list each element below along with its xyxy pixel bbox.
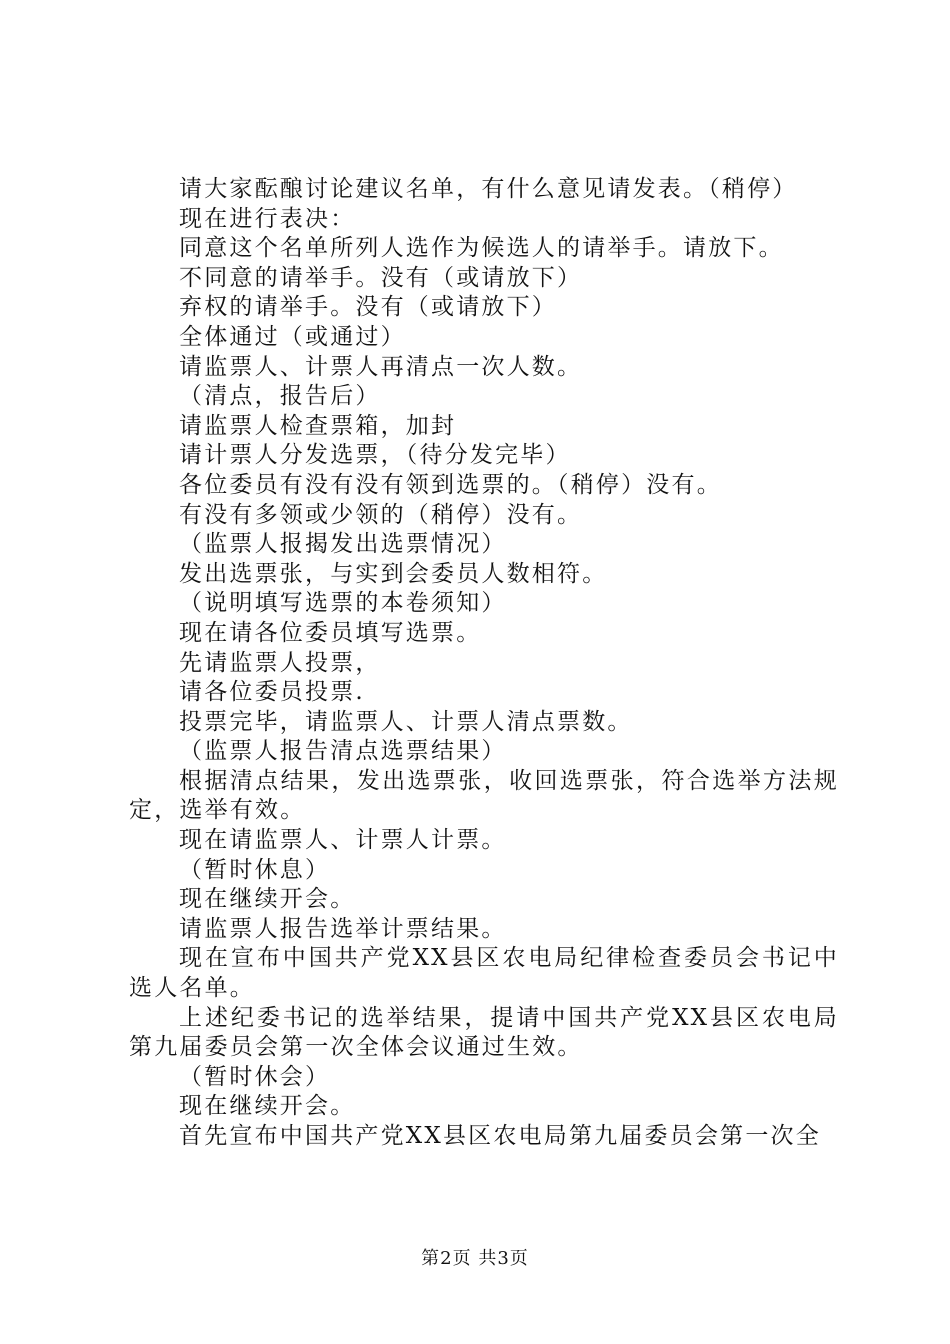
- paragraph: （暂时休息）: [179, 856, 331, 883]
- paragraph: 同意这个名单所列人选作为候选人的请举手。请放下。: [179, 235, 784, 262]
- paragraph: （暂时休会）: [179, 1063, 331, 1090]
- paragraph: （监票人报告清点选票结果）: [179, 738, 507, 765]
- paragraph: 现在继续开会。: [179, 1093, 356, 1120]
- page-number-label: 第2页 共3页: [421, 1248, 529, 1269]
- paragraph: 现在进行表决：: [179, 205, 356, 232]
- paragraph: 首先宣布中国共产党XX县区农电局第九届委员会第一次全: [179, 1123, 821, 1149]
- paragraph: 请监票人、计票人再清点一次人数。: [179, 353, 583, 380]
- paragraph: （监票人报揭发出选票情况）: [179, 531, 507, 558]
- paragraph: 先请监票人投票，: [179, 649, 381, 676]
- paragraph: 请监票人报告选举计票结果。: [179, 915, 507, 942]
- document-body: [129, 175, 839, 1152]
- paragraph: 弃权的请举手。没有（或请放下）: [179, 294, 557, 321]
- paragraph: 各位委员有没有没有领到选票的。（稍停）没有。: [179, 471, 722, 498]
- paragraph: 现在请监票人、计票人计票。: [179, 827, 507, 854]
- paragraph: 请监票人检查票箱，加封: [179, 412, 457, 439]
- paragraph: 现在请各位委员填写选票。: [179, 619, 482, 646]
- paragraph: 请计票人分发选票，（待分发完毕）: [179, 442, 571, 469]
- paragraph: 上述纪委书记的选举结果，提请中国共产党XX县区农电局第九届委员会第一次全体会议通过生效。: [129, 1004, 839, 1061]
- paragraph: 现在继续开会。: [179, 886, 356, 913]
- page-footer: [0, 1244, 950, 1270]
- paragraph: 投票完毕，请监票人、计票人清点票数。: [179, 708, 633, 735]
- paragraph: 请大家酝酿讨论建议名单，有什么意见请发表。（稍停）: [179, 176, 798, 202]
- paragraph: （说明填写选票的本卷须知）: [179, 590, 507, 617]
- paragraph: 全体通过（或通过）: [179, 323, 406, 350]
- paragraph: 请各位委员投票.: [179, 679, 365, 706]
- paragraph: 发出选票张，与实到会委员人数相符。: [179, 560, 608, 587]
- paragraph: 有没有多领或少领的（稍停）没有。: [179, 501, 583, 528]
- paragraph: 根据清点结果，发出选票张，收回选票张，符合选举方法规定，选举有效。: [129, 767, 839, 824]
- paragraph: 现在宣布中国共产党XX县区农电局纪律检查委员会书记中选人名单。: [129, 945, 839, 1002]
- paragraph: 不同意的请举手。没有（或请放下）: [179, 264, 583, 291]
- paragraph: （清点，报告后）: [179, 383, 381, 410]
